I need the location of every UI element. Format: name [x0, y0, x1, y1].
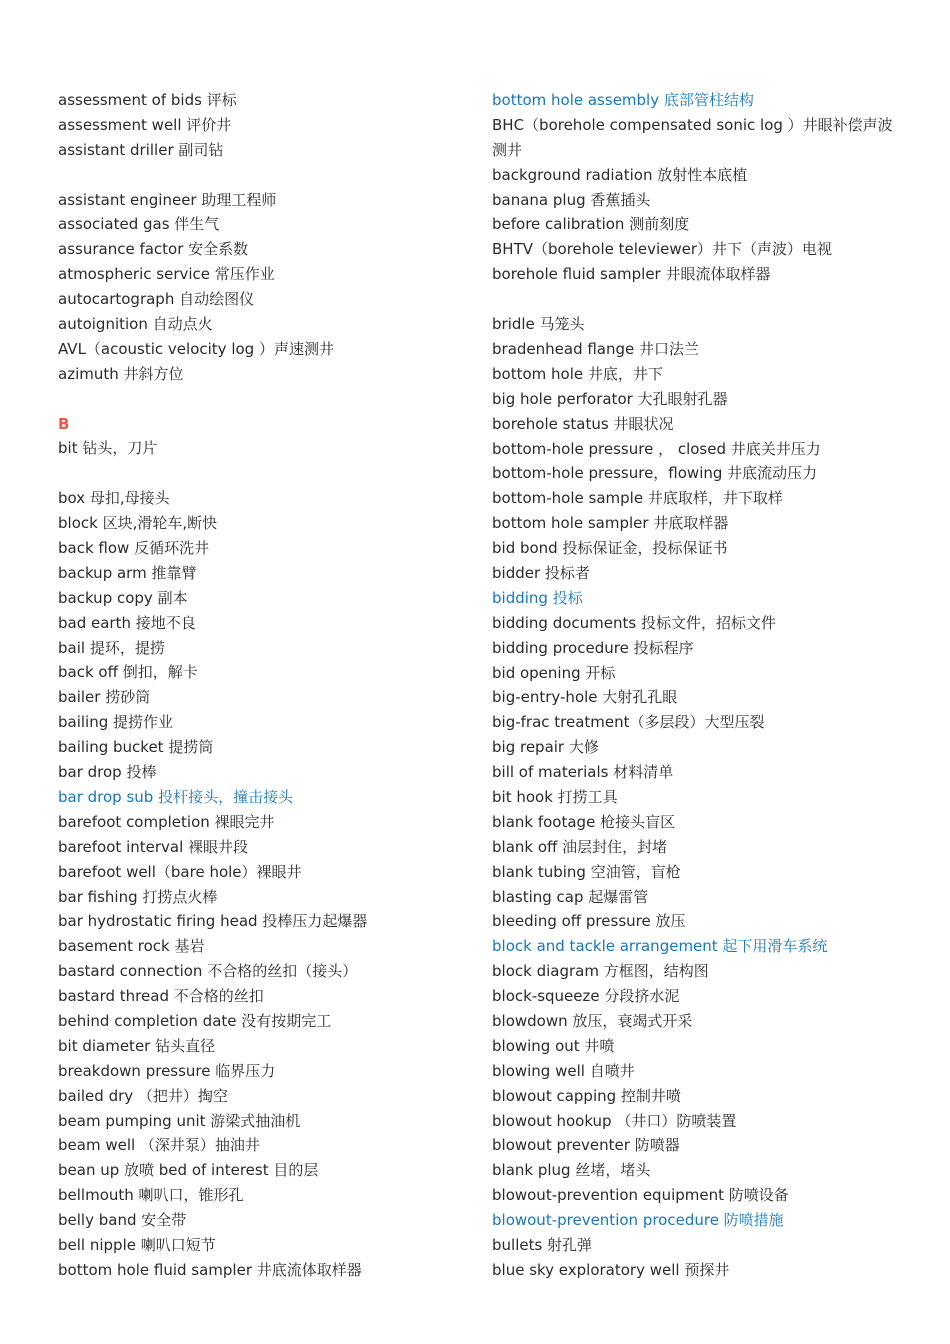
left-glossary-entry: assistant driller 副司钻 — [58, 140, 224, 159]
right-glossary-entry: big repair 大修 — [492, 738, 599, 757]
left-glossary-entry: bailed dry （把井）掏空 — [58, 1086, 228, 1105]
right-glossary-entry: block-squeeze 分段挤水泥 — [492, 987, 680, 1006]
right-glossary-entry: big-frac treatment（多层段）大型压裂 — [492, 713, 765, 732]
right-glossary-entry: bid opening 开标 — [492, 663, 616, 682]
left-glossary-entry: belly band 安全带 — [58, 1211, 187, 1230]
left-glossary-entry: backup copy 副本 — [58, 588, 188, 607]
right-glossary-entry: bottom hole 井底，井下 — [492, 364, 663, 383]
left-glossary-entry: assurance factor 安全系数 — [58, 240, 249, 259]
right-glossary-entry: blowout-prevention procedure 防喷措施 — [492, 1211, 784, 1230]
right-glossary-entry: bidding procedure 投标程序 — [492, 638, 694, 657]
left-glossary-entry: assistant engineer 助理工程师 — [58, 190, 277, 209]
left-glossary-entry: beam well （深井泵）抽油井 — [58, 1136, 260, 1155]
left-glossary-entry: bit diameter 钻头直径 — [58, 1036, 216, 1055]
right-glossary-entry: BHC（borehole compensated sonic log ）井眼补偿声波测井 — [492, 115, 893, 159]
left-glossary-entry: bail 提环，提捞 — [58, 638, 165, 657]
blank-line — [58, 163, 458, 188]
right-glossary-entry: bidder 投标者 — [492, 563, 590, 582]
left-glossary-entry: back flow 反循环洗井 — [58, 539, 210, 558]
left-glossary-entry: bar hydrostatic firing head 投棒压力起爆器 — [58, 912, 368, 931]
right-glossary-entry: blue sky exploratory well 预探井 — [492, 1260, 730, 1279]
left-glossary-entry: autoignition 自动点火 — [58, 315, 213, 334]
left-glossary-entry: block 区块,滑轮车,断快 — [58, 514, 218, 533]
right-glossary-entry: before calibration 测前刻度 — [492, 215, 690, 234]
left-glossary-entry: backup arm 推靠臂 — [58, 563, 197, 582]
right-glossary-entry: borehole fluid sampler 井眼流体取样器 — [492, 265, 771, 284]
left-glossary-entry: bar fishing 打捞点火棒 — [58, 887, 218, 906]
left-glossary-entry: associated gas 伴生气 — [58, 215, 220, 234]
right-glossary-entry: blowout capping 控制井喷 — [492, 1086, 681, 1105]
right-glossary-entry: blowing out 井喷 — [492, 1036, 615, 1055]
right-glossary-entry: banana plug 香蕉插头 — [492, 190, 651, 209]
left-glossary-entry: bad earth 接地不良 — [58, 613, 196, 632]
section-heading: B — [58, 414, 70, 433]
left-glossary-entry: breakdown pressure 临界压力 — [58, 1061, 276, 1080]
left-column — [58, 88, 458, 1283]
right-glossary-entry: blowout preventer 防喷器 — [492, 1136, 680, 1155]
right-glossary-entry: big hole perforator 大孔眼射孔器 — [492, 389, 728, 408]
right-glossary-entry: blasting cap 起爆雷管 — [492, 887, 649, 906]
right-glossary-entry: bottom hole sampler 井底取样器 — [492, 514, 729, 533]
right-glossary-entry: bottom-hole pressure，flowing 井底流动压力 — [492, 464, 818, 483]
right-glossary-entry: bradenhead flange 井口法兰 — [492, 339, 700, 358]
right-glossary-entry: blowout-prevention equipment 防喷设备 — [492, 1186, 789, 1205]
right-glossary-entry: blank tubing 空油管，盲枪 — [492, 862, 681, 881]
right-column — [492, 88, 902, 1283]
right-glossary-entry: bottom-hole sample 井底取样，井下取样 — [492, 489, 783, 508]
left-glossary-entry: bastard thread 不合格的丝扣 — [58, 987, 264, 1006]
right-glossary-entry: bottom-hole pressure ， closed 井底关井压力 — [492, 439, 821, 458]
right-glossary-entry: bridle 马笼头 — [492, 315, 585, 334]
left-glossary-entry: basement rock 基岩 — [58, 937, 205, 956]
right-glossary-entry: blank plug 丝堵，堵头 — [492, 1161, 651, 1180]
left-glossary-entry: barefoot interval 裸眼井段 — [58, 837, 249, 856]
left-glossary-entry: bellmouth 喇叭口，锥形孔 — [58, 1186, 244, 1205]
blank-line — [58, 387, 458, 412]
left-glossary-entry: atmospheric service 常压作业 — [58, 265, 275, 284]
left-glossary-entry: bell nipple 喇叭口短节 — [58, 1235, 216, 1254]
right-glossary-entry: bullets 射孔弹 — [492, 1236, 593, 1254]
left-glossary-entry: bastard connection 不合格的丝扣（接头） — [58, 962, 358, 981]
right-glossary-entry: bidding 投标 — [492, 588, 583, 607]
left-glossary-entry: bar drop 投棒 — [58, 763, 157, 782]
right-glossary-entry: block and tackle arrangement 起下用滑车系统 — [492, 937, 828, 956]
left-glossary-entry: bit 钻头，刀片 — [58, 439, 158, 458]
right-glossary-entry: bidding documents 投标文件，招标文件 — [492, 613, 776, 632]
right-glossary-entry: borehole status 井眼状况 — [492, 414, 674, 433]
right-glossary-entry: bottom hole assembly 底部管柱结构 — [492, 91, 754, 109]
right-glossary-entry: bid bond 投标保证金，投标保证书 — [492, 539, 728, 558]
blank-line — [492, 287, 902, 312]
left-glossary-entry: AVL（acoustic velocity log ）声速测井 — [58, 339, 334, 358]
right-glossary-entry: background radiation 放射性本底植 — [492, 165, 748, 184]
right-glossary-entry: blowout hookup （井口）防喷装置 — [492, 1111, 737, 1130]
left-glossary-entry: box 母扣,母接头 — [58, 489, 170, 508]
blank-line — [58, 461, 458, 486]
right-glossary-entry: BHTV（borehole televiewer）井下（声波）电视 — [492, 240, 833, 259]
left-glossary-entry: behind completion date 没有按期完工 — [58, 1011, 332, 1030]
left-glossary-entry: beam pumping unit 游梁式抽油机 — [58, 1111, 301, 1130]
left-glossary-entry: bailer 捞砂筒 — [58, 688, 151, 707]
right-glossary-entry: bit hook 打捞工具 — [492, 787, 618, 806]
right-glossary-entry: blank footage 枪接头盲区 — [492, 812, 676, 831]
left-glossary-entry: bean up 放喷 bed of interest 目的层 — [58, 1161, 319, 1180]
left-glossary-entry: back off 倒扣，解卡 — [58, 663, 198, 682]
right-glossary-entry: blowing well 自喷井 — [492, 1061, 635, 1080]
left-glossary-entry: barefoot well（bare hole）裸眼井 — [58, 862, 302, 881]
right-glossary-entry: bleeding off pressure 放压 — [492, 912, 686, 931]
right-glossary-entry: block diagram 方框图，结构图 — [492, 962, 709, 981]
right-glossary-entry: bill of materials 材料清单 — [492, 763, 674, 782]
left-glossary-entry: assessment well 评价井 — [58, 115, 232, 134]
right-glossary-entry: blowdown 放压，衰竭式开采 — [492, 1011, 693, 1030]
left-glossary-entry: assessment of bids 评标 — [58, 91, 237, 109]
left-glossary-entry: bailing 提捞作业 — [58, 713, 174, 732]
left-glossary-entry: autocartograph 自动绘图仪 — [58, 290, 255, 309]
left-glossary-entry: barefoot completion 裸眼完井 — [58, 812, 275, 831]
left-glossary-entry: bailing bucket 提捞筒 — [58, 738, 214, 757]
left-glossary-entry: bottom hole fluid sampler 井底流体取样器 — [58, 1260, 362, 1279]
right-glossary-entry: blank off 油层封住，封堵 — [492, 837, 668, 856]
left-glossary-entry: bar drop sub 投杆接头，撞击接头 — [58, 787, 294, 806]
left-glossary-entry: azimuth 井斜方位 — [58, 364, 184, 383]
right-glossary-entry: big-entry-hole 大射孔孔眼 — [492, 688, 678, 707]
